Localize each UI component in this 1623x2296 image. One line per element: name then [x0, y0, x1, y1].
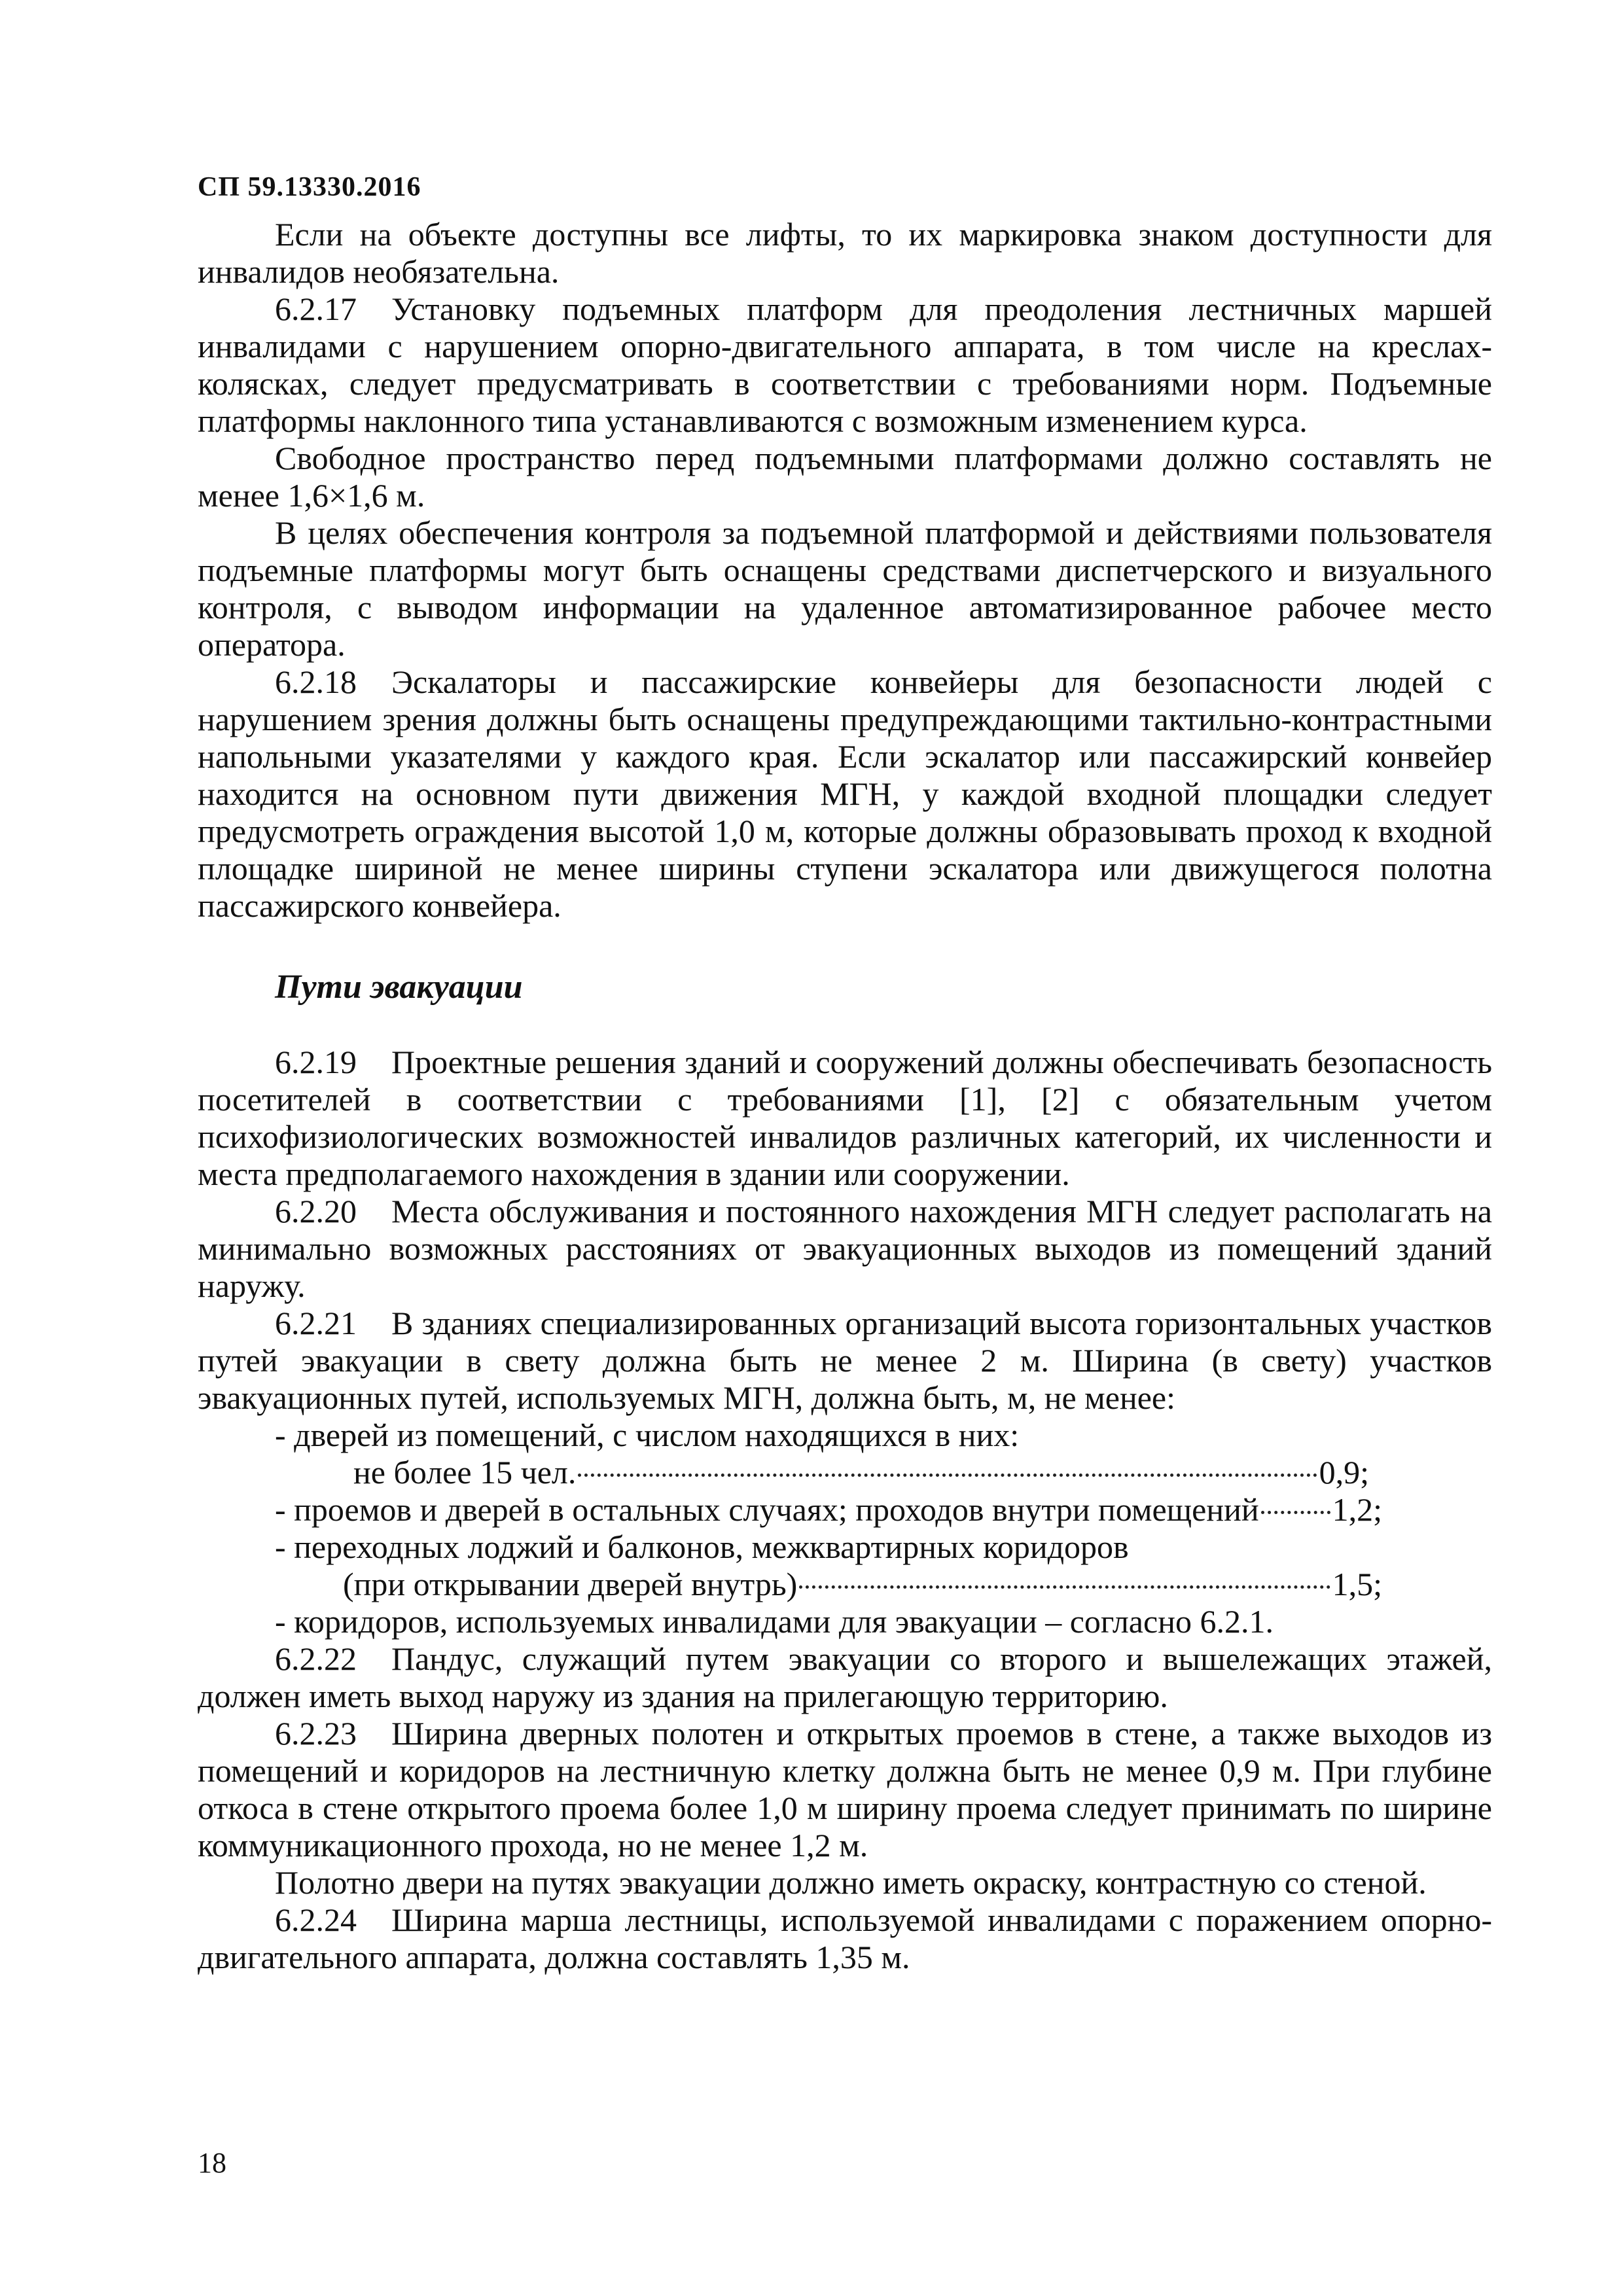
clause-6-2-18: [198, 663, 1492, 925]
document-body: [198, 216, 1492, 1976]
section-title: Пути эвакуации: [275, 968, 523, 1006]
paragraph-door-color: Полотно двери на путях эвакуации должно иметь окраску, контрастную со стеной.: [275, 1864, 1427, 1901]
clause-number: 6.2.18: [275, 663, 357, 700]
document-header: СП 59.13330.2016: [198, 172, 421, 202]
list-item-value: 1,2;: [1332, 1491, 1382, 1528]
list-item-openings: [198, 1491, 1382, 1528]
paragraph-control: В целях обеспечения контроля за подъемной платформой и действиями пользователя подъемные платформы могут быть оснащены средствами диспетчерского и визуального контроля, с выводом информации на удаленное автоматизированное рабочее место оператора.: [198, 514, 1492, 663]
list-item-corridors: - коридоров, используемых инвалидами для эвакуации – согласно 6.2.1.: [275, 1603, 1274, 1640]
paragraph-elevators: Если на объекте доступны все лифты, то их маркировка знаком доступности для инвалидов необязательна.: [198, 216, 1492, 290]
clause-number: 6.2.21: [275, 1305, 357, 1341]
dot-leader: [1261, 1511, 1330, 1514]
clause-6-2-22: [198, 1640, 1492, 1715]
clause-text: Установку подъемных платформ для преодоления лестничных маршей инвалидами с нарушением опорно-двигательного аппарата, в том числе на креслах-колясках, следует предусматривать в соответствии с требованиями норм. Подъемные платформы наклонного типа устанавливаются с возможным изменением курса.: [198, 291, 1492, 439]
paragraph-free-space: Свободное пространство перед подъемными платформами должно составлять не менее 1,6×1,6 м.: [198, 440, 1492, 514]
clause-number: 6.2.19: [275, 1044, 357, 1080]
list-item-doors-head: - дверей из помещений, с числом находящихся в них:: [275, 1417, 1020, 1453]
list-item-label: - проемов и дверей в остальных случаях; проходов внутри помещений: [275, 1491, 1259, 1528]
clause-6-2-23: [198, 1715, 1492, 1864]
list-item-doors-15: [198, 1454, 1369, 1491]
list-item-loggias-head: - переходных лоджий и балконов, межквартирных коридоров: [275, 1528, 1129, 1565]
clause-6-2-21: [198, 1305, 1492, 1417]
list-item-label: не более 15 чел.: [353, 1454, 577, 1491]
clause-6-2-24: [198, 1901, 1492, 1976]
clause-text: В зданиях специализированных организаций высота горизонтальных участков путей эвакуации в свету должна быть не менее 2 м. Ширина (в свету) участков эвакуационных путей, используемых МГН, должна быть, м, не менее:: [198, 1305, 1492, 1416]
list-item-value: 0,9;: [1319, 1454, 1369, 1491]
clause-number: 6.2.22: [275, 1640, 357, 1677]
clause-text: Ширина дверных полотен и открытых проемов в стене, а также выходов из помещений и коридоров на лестничную клетку должна быть не менее 0,9 м. При глубине откоса в стене открытого проема более 1,0 м ширину проема следует принимать по ширине коммуникационного прохода, но не менее 1,2 м.: [198, 1715, 1492, 1863]
clause-text: Пандус, служащий путем эвакуации со второго и вышележащих этажей, должен иметь выход наружу из здания на прилегающую территорию.: [198, 1640, 1492, 1714]
list-item-label: (при открывании дверей внутрь): [343, 1566, 798, 1602]
clause-6-2-17: [198, 291, 1492, 440]
clause-number: 6.2.17: [275, 291, 357, 327]
clause-number: 6.2.23: [275, 1715, 357, 1752]
list-item-value: 1,5;: [1332, 1566, 1382, 1602]
dot-leader: [799, 1585, 1330, 1589]
clause-6-2-19: [198, 1044, 1492, 1193]
dot-leader: [578, 1474, 1317, 1477]
clause-number: 6.2.24: [275, 1901, 357, 1938]
clause-text: Эскалаторы и пассажирские конвейеры для безопасности людей с нарушением зрения должны быть оснащены предупреждающими тактильно-контрастными напольными указателями у каждого края. Если эскалатор или пассажирский конвейер находится на основном пути движения МГН, у каждой входной площадки следует предусмотреть ограждения высотой 1,0 м, которые должны образовывать проход к входной площадке шириной не менее ширины ступени эскалатора или движущегося полотна пассажирского конвейера.: [198, 663, 1492, 924]
clause-text: Ширина марша лестницы, используемой инвалидами с поражением опорно-двигательного аппарата, должна составлять 1,35 м.: [198, 1901, 1492, 1975]
clause-text: Проектные решения зданий и сооружений должны обеспечивать безопасность посетителей в соответствии с требованиями [1], [2] с обязательным учетом психофизиологических возможностей инвалидов различных категорий, их численности и места предполагаемого нахождения в здании или сооружении.: [198, 1044, 1492, 1192]
list-item-loggias: [198, 1566, 1382, 1603]
clause-text: Места обслуживания и постоянного нахождения МГН следует располагать на минимально возможных расстояниях от эвакуационных выходов из помещений зданий наружу.: [198, 1193, 1492, 1304]
clause-6-2-20: [198, 1193, 1492, 1305]
clause-number: 6.2.20: [275, 1193, 357, 1229]
page-number: 18: [198, 2147, 226, 2179]
